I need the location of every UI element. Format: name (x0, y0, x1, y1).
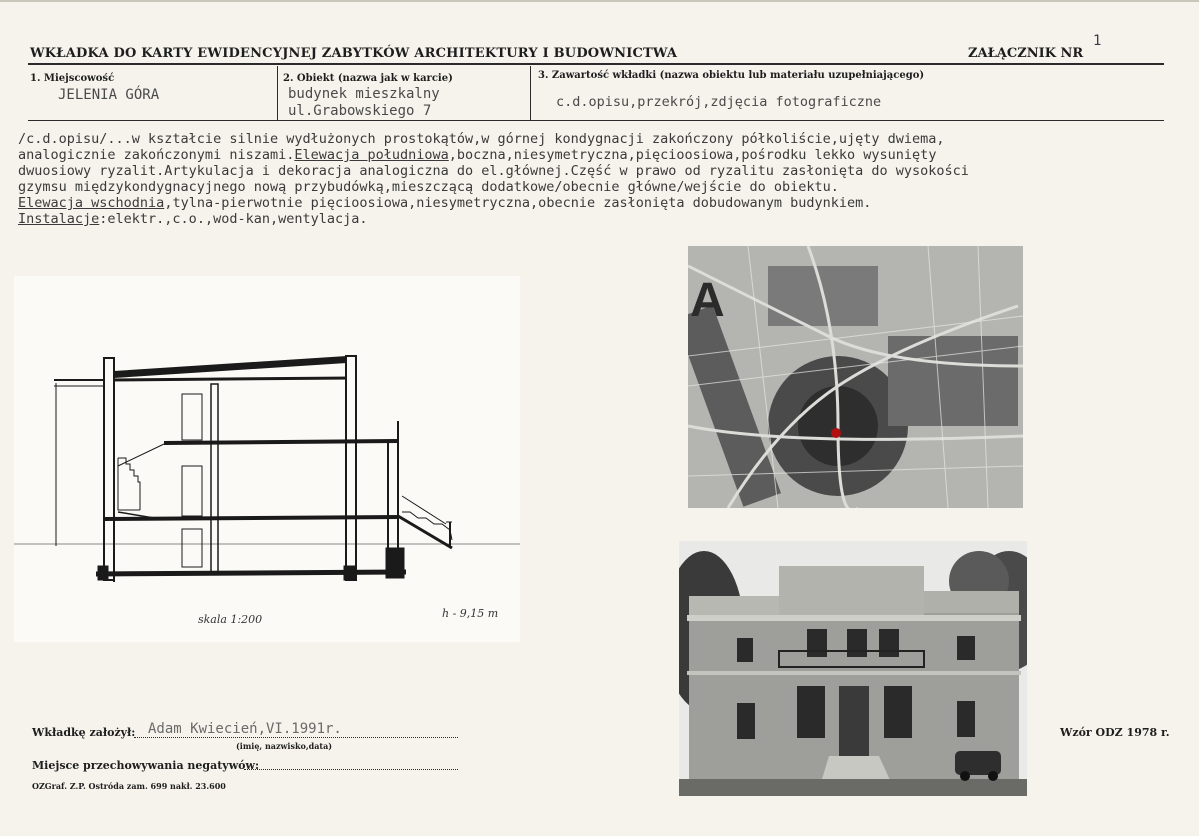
negatives-label: Miejsce przechowywania negatywów: (32, 759, 260, 772)
field-divider-2 (530, 66, 531, 120)
header-rule-top (28, 63, 1164, 65)
description-text (18, 131, 1188, 227)
south-elevation-heading: Elewacja południowa (294, 147, 449, 163)
cross-section-svg (14, 276, 520, 642)
description-line: Instalacje:elektr.,c.o.,wod-kan,wentylacja. (18, 211, 368, 227)
sheet-top-edge (0, 0, 1199, 2)
contents-label: 3. Zawartość wkładki (nazwa obiektu lub materiału uzupełniającego) (538, 70, 925, 81)
house-svg (679, 541, 1027, 796)
author-label: Wkładkę założył: (32, 726, 136, 739)
svg-text:A: A (690, 274, 725, 327)
form-title: WKŁADKA DO KARTY EWIDENCYJNEJ ZABYTKÓW ARCHITEKTURY I BUDOWNICTWA (30, 46, 678, 61)
east-elevation-heading: Elewacja wschodnia (18, 195, 165, 211)
object-value-2: ul.Grabowskiego 7 (288, 103, 432, 119)
annex-label: ZAŁĄCZNIK NR (968, 46, 1084, 61)
height-note: h - 9,15 m (442, 607, 499, 620)
contents-value: c.d.opisu,przekrój,zdjęcia fotograficzne (556, 94, 882, 110)
field-divider-1 (277, 66, 278, 120)
author-hint: (imię, nazwisko,data) (236, 741, 333, 751)
object-label: 2. Obiekt (nazwa jak w karcie) (283, 73, 453, 84)
location-map-photo (688, 246, 1023, 508)
author-value: Adam Kwiecień,VI.1991r. (148, 721, 342, 737)
description-line: dwuosiowy ryzalit.Artykulacja i dekoracja analogiczna do el.głównej.Część w prawo od ryzalitu zasłonięta do wysokości (18, 163, 969, 179)
building-photo (679, 541, 1027, 796)
author-dotline (134, 737, 458, 738)
place-value: JELENIA GÓRA (58, 87, 160, 103)
description-line: analogicznie zakończonymi niszami.Elewacja południowa,boczna,niesymetryczna,pięcioosiowa,pośrodku lekko wysunięty (18, 147, 937, 163)
installations-heading: Instalacje (18, 211, 100, 227)
printer-imprint: OZGraf. Z.P. Ostróda zam. 699 nakł. 23.600 (32, 781, 226, 791)
template-mark: Wzór ODZ 1978 r. (1060, 726, 1170, 739)
scale-note: skala 1:200 (198, 613, 263, 626)
description-line: /c.d.opisu/...w kształcie silnie wydłużonych prostokątów,w górnej kondygnacji zakończony półkoliście,ujęty dwiema, (18, 131, 945, 147)
map-svg (688, 246, 1023, 508)
object-value-1: budynek mieszkalny (288, 86, 440, 102)
cross-section-drawing (14, 276, 520, 642)
description-line: Elewacja wschodnia,tylna-pierwotnie pięcioosiowa,niesymetryczna,obecnie zasłonięta dobudowanym budynkiem. (18, 195, 872, 211)
annex-number: 1 (1093, 33, 1102, 49)
header-rule-bottom (28, 120, 1164, 121)
description-line: gzymsu międzykondygnacyjnego nową przybudówką,mieszczącą dodatkowe/obecnie główne/wejście do obiektu. (18, 179, 839, 195)
negatives-dotline (244, 769, 458, 770)
place-label: 1. Miejscowość (30, 73, 115, 84)
